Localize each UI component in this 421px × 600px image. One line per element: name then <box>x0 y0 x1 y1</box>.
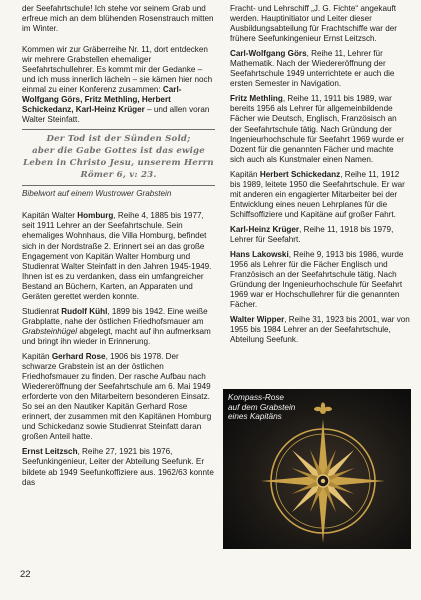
right-column <box>230 4 410 350</box>
leitzsch-name: Ernst Leitzsch <box>22 447 78 457</box>
lakowski-paragraph <box>230 250 410 310</box>
rose-name: Gerhard Rose <box>51 351 106 361</box>
krueger-name: Karl-Heinz Krüger <box>230 224 300 234</box>
methling-text: , Reihe 11, 1911 bis 1989, war bereits 1956 als Lehrer für allgemeinbildende Fächer wie Deutsch, Englisch, Französisch an der Seefahrtschule tätig. Nach Gründung der Ingenieurhochschule für Seefahrt 1969 wurde er Dozent für die genannten Fächer und machte sich auch als Kunstmaler einen Namen. <box>230 94 404 164</box>
intro-paragraph: der Seefahrtschule! Ich stehe vor seinem Grab und erfreue mich an dem blühenden Rosenstrauch mitten im Winter. <box>22 4 214 34</box>
rose-title: Kapitän <box>22 351 52 361</box>
kuehl-italic: Grabsteinhügel <box>22 326 78 336</box>
quote-line-4: Römer 6, v: 23. <box>80 170 157 181</box>
kuehl-paragraph <box>22 307 215 347</box>
krueger-text: , Reihe 11, 1918 bis 1979, Lehrer für Seefahrt. <box>230 224 394 244</box>
leitzsch-text: , Reihe 27, 1921 bis 1976, Seefunkingenieur, Leiter der Abteilung Seefunk. Er bildete ab 1949 Seefunkoffiziere aus. 1962/63 konnte das <box>22 447 214 487</box>
methling-name: Fritz Methling <box>230 94 283 104</box>
rose-paragraph <box>22 352 215 442</box>
wipper-name: Walter Wipper <box>230 315 285 325</box>
homburg-title: Kapitän <box>22 211 52 221</box>
row-11-tail: – und allen voran Walter Steinfatt. <box>22 105 210 125</box>
photo-caption-line-1: Kompass-Rose <box>228 393 284 402</box>
quote-divider-bottom <box>22 185 215 186</box>
methling-paragraph <box>230 94 410 164</box>
quote-divider <box>22 129 215 130</box>
continuation-paragraph: Fracht- und Lehrschiff „J. G. Fichte“ angekauft werden. Hauptinitiator und Leiter dieser Ausbildungsabteilung für Frachtschiffe war der frühere Seefunkingenieur Ernst Leitzsch. <box>230 4 397 44</box>
row-11-paragraph <box>22 45 215 125</box>
quote-line-1: Der Tod ist der Sünden Sold; <box>46 133 191 144</box>
schickedanz-paragraph <box>230 170 410 220</box>
leitzsch-paragraph <box>22 447 215 487</box>
goers-text: , Reihe 11, Lehrer für Mathematik. Nach der Wiedereröffnung der Seefahrtschule 1949 unterrichtete er auch die ersten Semester in Navigation. <box>230 49 395 89</box>
kuehl-text-2: abgelegt, macht auf ihn aufmerksam und bringt ihn wieder in Erinnerung. <box>22 326 211 346</box>
photo-caption <box>228 393 295 422</box>
schickedanz-title: Kapitän <box>230 169 260 179</box>
goers-name: Carl-Wolfgang Görs <box>230 49 307 59</box>
rose-text: , 1906 bis 1978. Der schwarze Grabstein ist an der östlichen Friedhofsmauer zu finden. Der rasche Aufbau nach Wiedereröffnung der Seefahrtschule am 6. Mai 1949 erforderte von den Mitarbeitern besonderen Einsatz. So sei an den Nautiker Kapitän Gerhard Rose erinnert, der zusammen mit den Kapitänen Homburg und Schickedanz sowie Studienrat Steinfatt daran großen Anteil hatte. <box>22 351 212 442</box>
row-11-text: Kommen wir zur Gräberreihe Nr. 11, dort entdecken wir mehrere Grabstellen ehemaliger Seefahrtschullehrer. Es kommt mir der Gedanke – und ich muss innerlich lächeln – sie kämen hier noch einmal zu einer Konferenz zusammen: <box>22 45 213 95</box>
kuehl-name: Rudolf Kühl <box>61 306 108 316</box>
quote-line-2: aber die Gabe Gottes ist das ewige <box>32 145 205 156</box>
photo-caption-line-2: auf dem Grabstein <box>228 402 296 412</box>
kuehl-text-1: , 1899 bis 1942. Eine weiße Grabplatte, nahe der östlichen Friedhofsmauer am <box>22 306 208 326</box>
quote-line-3: Leben in Christo Jesu, unserem Herrn <box>23 157 214 168</box>
lakowski-name: Hans Lakowski <box>230 250 289 260</box>
homburg-firstname: Walter <box>51 211 76 221</box>
bible-quote <box>22 133 215 182</box>
kuehl-title: Studienrat <box>22 306 62 316</box>
lakowski-text: , Reihe 9, 1913 bis 1986, wurde 1956 als Lehrer für die Fächer Englisch und Französisch an der Seefahrtschule tätig. Nach Gründung der Ingenieurhochschule für Seefahrt 1969 war er Hochschullehrer für die genannten Fächer. <box>230 250 404 310</box>
wipper-paragraph <box>230 315 410 345</box>
compass-rose-photo <box>223 389 411 549</box>
row-11-names: Carl-Wolfgang Görs, Fritz Methling, Herbert Schickedanz, Karl-Heinz Krüger <box>22 85 182 115</box>
quote-caption: Bibelwort auf einem Wustrower Grabstein <box>22 189 172 199</box>
photo-caption-line-3: eines Kapitäns <box>228 412 282 422</box>
schickedanz-name: Herbert Schickedanz <box>259 169 341 179</box>
page-number: 22 <box>20 569 31 580</box>
homburg-paragraph <box>22 211 215 301</box>
goers-paragraph <box>230 49 410 89</box>
homburg-surname: Homburg <box>77 211 114 221</box>
krueger-paragraph <box>230 225 410 245</box>
homburg-text: , Reihe 4, 1885 bis 1977, seit 1911 Lehrer an der Seefahrtschule. Sein ehemaliges Wohnhaus, die Villa Homburg, befindet sich in der Nordstraße 2. Erinnert sei an das große Engagement von Kapitän Walter Homburg und Studienrat Walter Steinfatt in den Jahren 1945-1949. Ihnen ist es zu verdanken, dass ein umfangreicher Bestand an Büchern, Karten, an Apparaten und Geräten gerettet werden konnte. <box>22 211 212 301</box>
left-column <box>22 4 215 493</box>
schickedanz-text: , Reihe 11, 1912 bis 1989, leitete 1950 die Seefahrtschule. Er war mit anderen ein engagierter Mitarbeiter bei der Entwicklung eines neuen Lehrplanes für die Schiffsoffiziere und Kapitäne auf großer Fahrt. <box>230 169 405 219</box>
wipper-text: , Reihe 31, 1923 bis 2001, war von 1955 bis 1984 Lehrer an der Seefahrtschule, Abteilung Seefunk. <box>230 315 410 345</box>
